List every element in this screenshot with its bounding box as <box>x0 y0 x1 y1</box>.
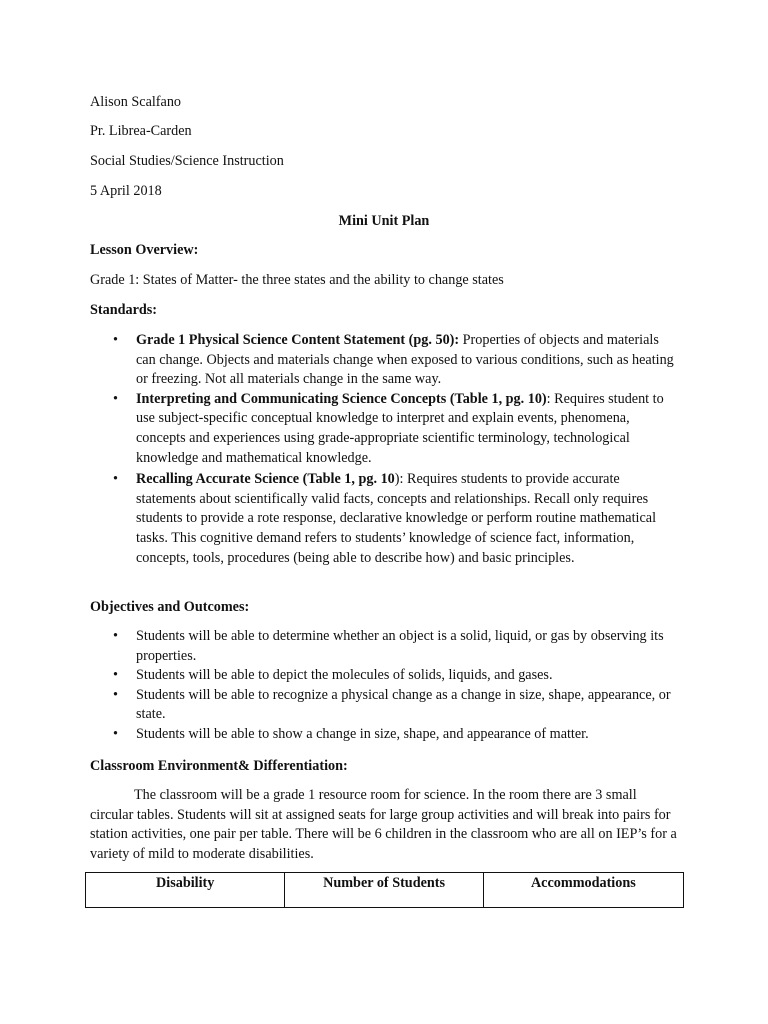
standard-title: Grade 1 Physical Science Content Statement (pg. 50): <box>136 332 460 348</box>
standard-title: Recalling Accurate Science (Table 1, pg. 10 <box>136 471 395 488</box>
table-header-row <box>86 873 684 908</box>
bullet-icon: • <box>113 628 118 644</box>
objectives-heading: Objectives and Outcomes: <box>90 599 250 615</box>
column-header-disability: Disability <box>86 873 285 908</box>
objective-item <box>0 627 681 666</box>
author-name: Alison Scalfano <box>90 94 182 110</box>
bullet-icon: • <box>113 390 118 407</box>
environment-heading: Classroom Environment& Differentiation: <box>90 758 348 774</box>
document-title: Mini Unit Plan <box>338 213 430 229</box>
standard-text: : Requires student to use subject-specific conceptual knowledge to interpret and explain events, phenomena, concepts and experiences using grade-appropriate scientific terminology, technological knowledge and mathematical knowledge. <box>136 390 664 466</box>
standard-item <box>0 390 681 468</box>
standard-text: ): Requires students to provide accurate statements about scientifically valid facts, concepts and relationships. Recall only requires students to provide a rote response, declarative knowledge or perform routine mathematical tasks. This cognitive demand refers to students’ knowledge of science fact, information, concepts, tools, procedures (being able to describe how) and basic principles. <box>136 471 657 566</box>
bullet-icon: • <box>113 725 118 742</box>
bullet-icon: • <box>113 332 118 348</box>
lesson-overview-heading: Lesson Overview: <box>90 242 199 258</box>
standard-item <box>0 331 681 390</box>
environment-text: The classroom will be a grade 1 resource room for science. In the room there are 3 small circular tables. Students will sit at assigned seats for large group activities and will break into pairs for station activities, one pair per table. There will be 6 children in the classroom who are all on IEP’s for a variety of mild to moderate disabilities. <box>90 787 677 862</box>
document-date: 5 April 2018 <box>90 183 162 199</box>
objectives-list <box>0 627 768 745</box>
column-header-accommodations: Accommodations <box>483 873 683 908</box>
instructor-name: Pr. Librea-Carden <box>90 123 192 139</box>
column-header-number-of-students: Number of Students <box>285 873 483 908</box>
objective-item <box>0 666 681 686</box>
standard-text: Properties of objects and materials can change. Objects and materials change when exposed to various conditions, such as heating or freezing. Not all materials change in the same way. <box>136 332 674 388</box>
standards-heading: Standards: <box>90 302 158 318</box>
standards-list <box>0 331 768 568</box>
objective-text: Students will be able to depict the molecules of solids, liquids, and gases. <box>136 667 553 684</box>
objective-text: Students will be able to show a change in size, shape, and appearance of matter. <box>136 725 589 742</box>
standard-title: Interpreting and Communicating Science Concepts (Table 1, pg. 10) <box>136 390 547 407</box>
objective-text: Students will be able to recognize a physical change as a change in size, shape, appearance, or state. <box>136 686 671 723</box>
standard-item <box>0 470 681 568</box>
bullet-icon: • <box>113 686 118 703</box>
bullet-icon: • <box>113 667 118 684</box>
course-name: Social Studies/Science Instruction <box>90 153 284 169</box>
disability-table <box>85 872 684 908</box>
objective-text: Students will be able to determine whether an object is a solid, liquid, or gas by observing its properties. <box>136 628 664 664</box>
objective-item <box>0 725 681 745</box>
objective-item <box>0 686 681 725</box>
lesson-overview-text: Grade 1: States of Matter- the three states and the ability to change states <box>90 272 504 288</box>
environment-paragraph <box>90 786 680 864</box>
bullet-icon: • <box>113 471 118 488</box>
